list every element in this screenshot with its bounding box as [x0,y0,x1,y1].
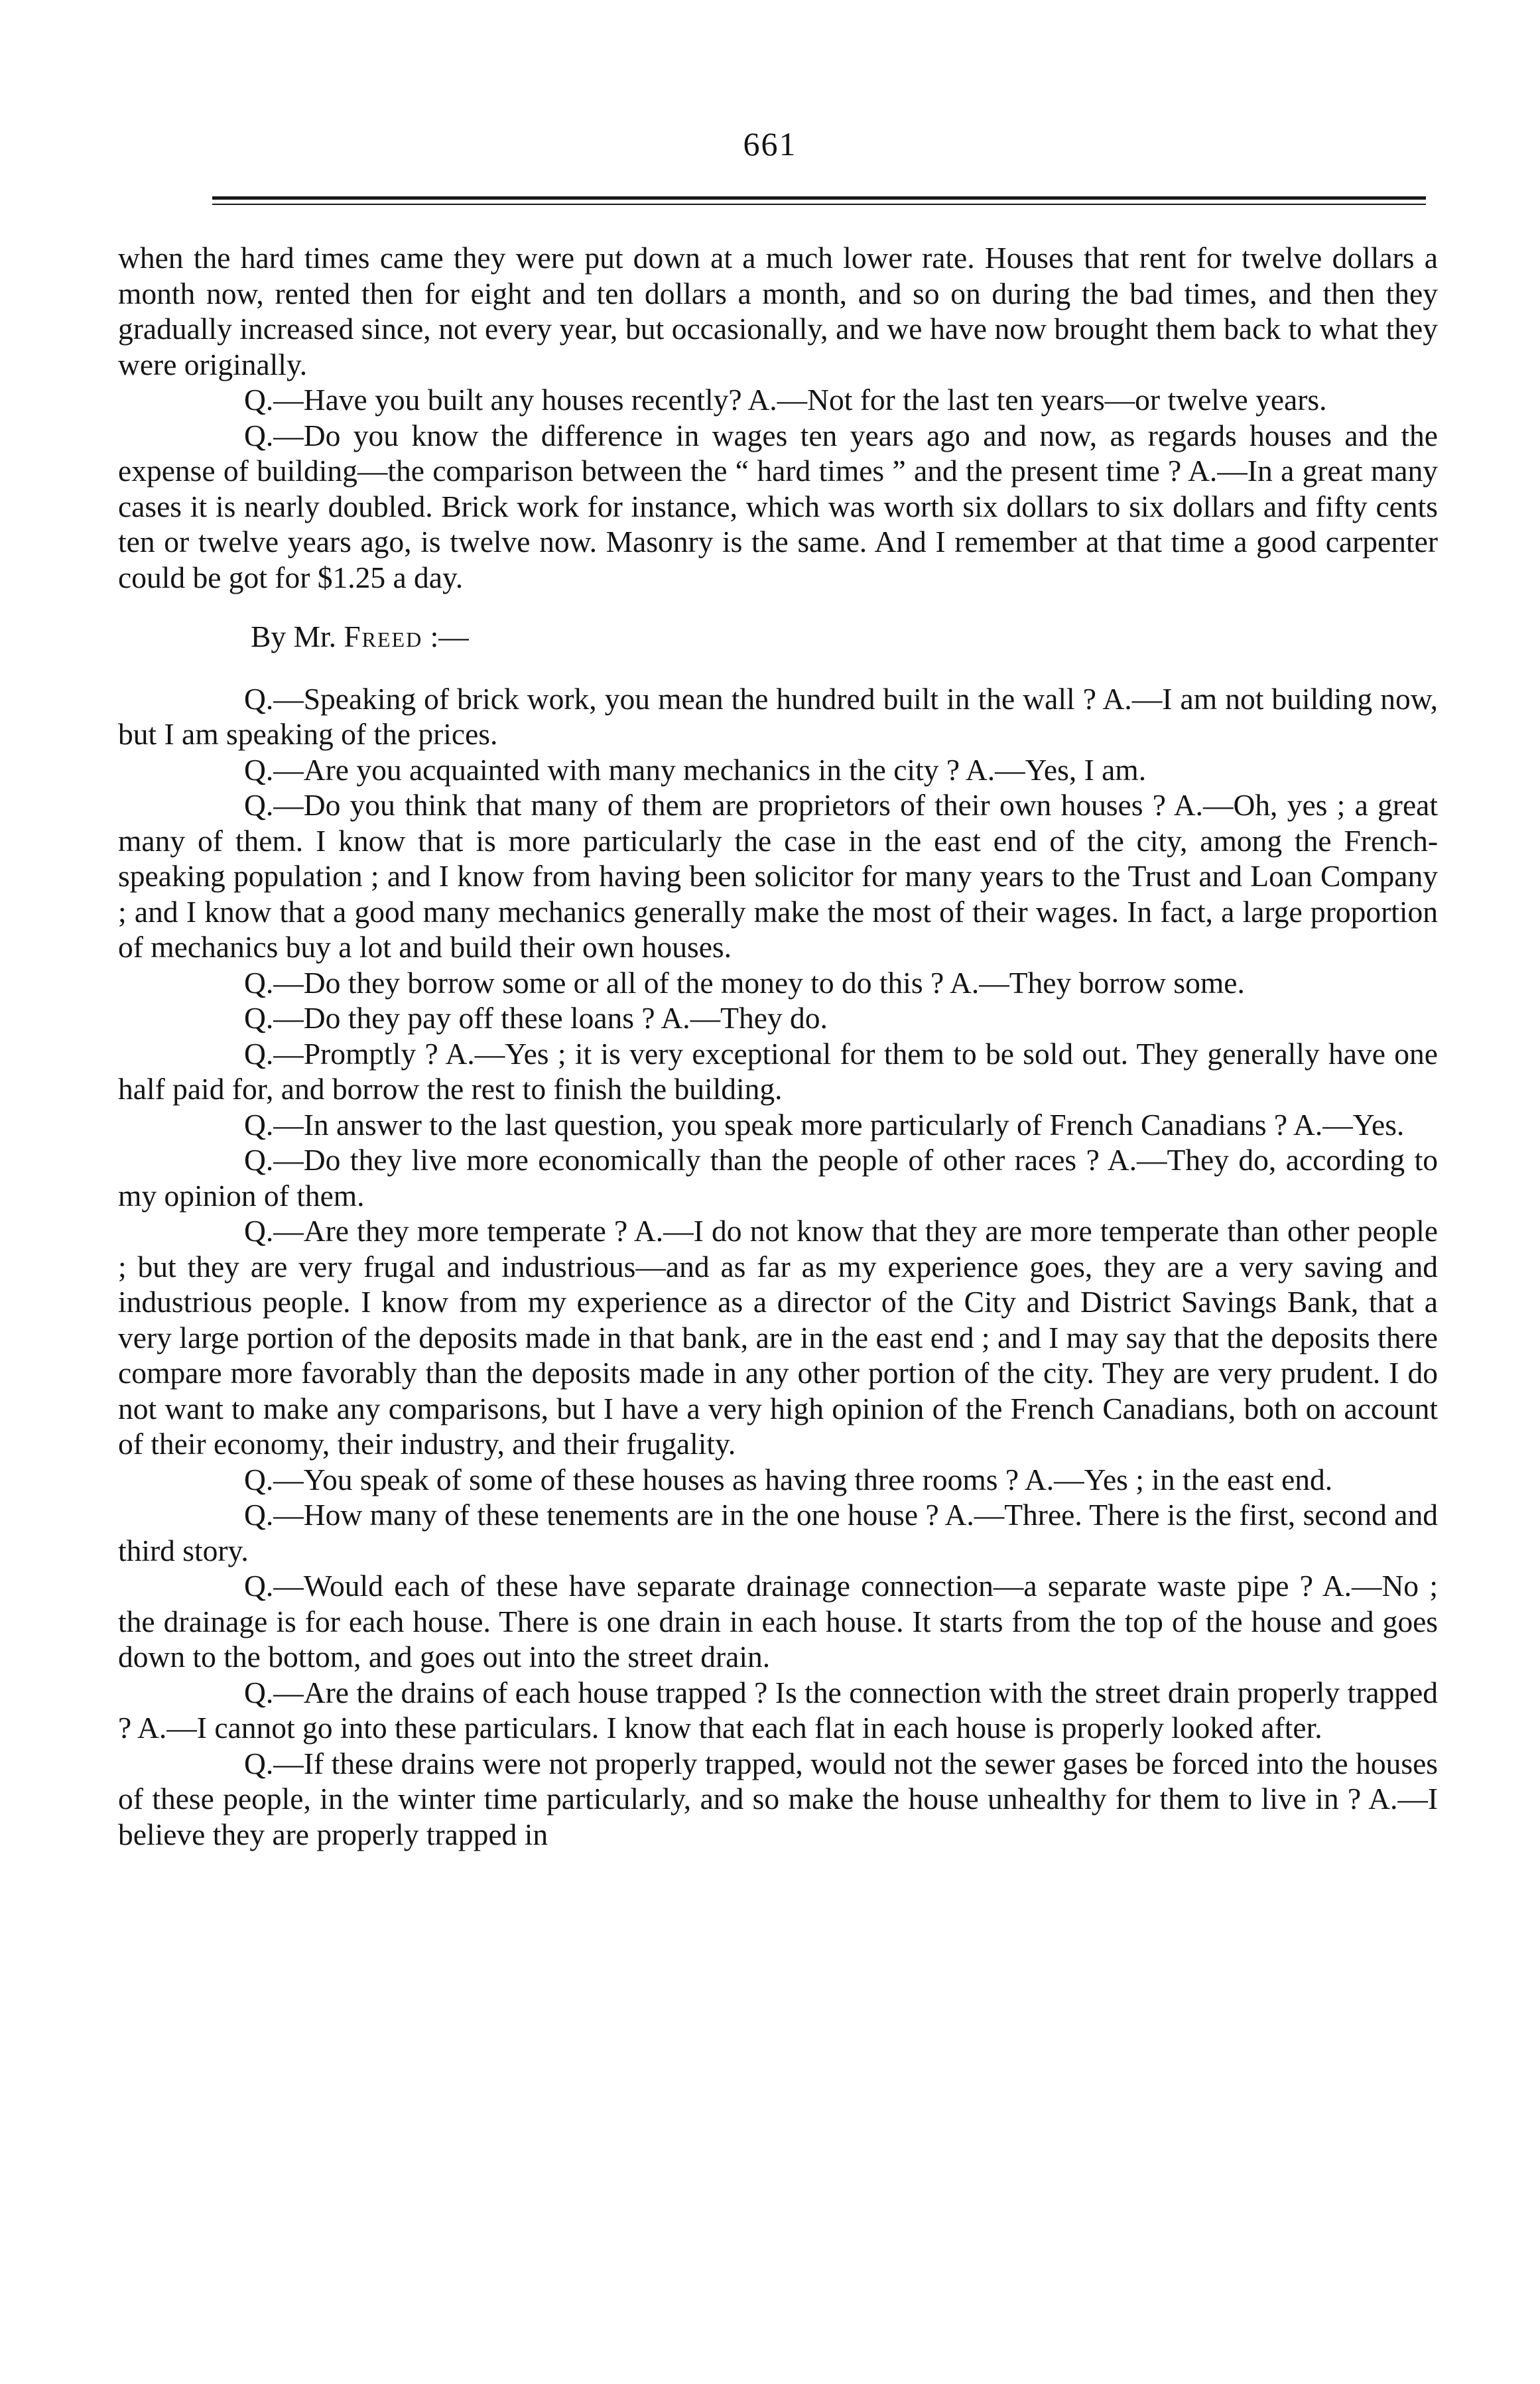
paragraph: Q.—Have you built any houses recently? A.—Not for the last ten years—or twelve years. [244,383,1327,417]
page-number: 661 [743,125,797,163]
paragraph: Q.—In answer to the last question, you speak more particularly of French Canadians ? A.—Yes. [244,1107,1405,1142]
paragraph: Q.—Do they live more economically than the people of other races ? A.—They do, according to my opinion of them. [118,1143,1438,1213]
paragraph: Q.—Are you acquainted with many mechanics in the city ? A.—Yes, I am. [244,752,1147,787]
body-text [118,240,1438,1852]
paragraph: Q.—You speak of some of these houses as having three rooms ? A.—Yes ; in the east end. [244,1462,1333,1496]
paragraph: Q.—Are the drains of each house trapped ? Is the connection with the street drain properly trapped ? A.—I cannot go into these particulars. I know that each flat in each house is properly looked after. [118,1675,1438,1745]
speaker-name: Freed [344,620,423,653]
paragraph: Q.—Are they more temperate ? A.—I do not know that they are more temperate than other people ; but they are very frugal and industrious—and as far as my experience goes, they are a very saving and industrious people. I know from my experience as a director of the City and District Savings Bank, that a very large portion of the deposits made in that bank, are in the east end ; and I may say that the deposits there compare more favorably than the deposits made in any other portion of the city. They are very prudent. I do not want to make any comparisons, but I have a very high opinion of the French Canadians, both on account of their economy, their industry, and their frugality. [118,1214,1438,1461]
speaker-suffix: :— [422,620,469,653]
paragraph: Q.—Promptly ? A.—Yes ; it is very exceptional for them to be sold out. They generally have one half paid for, and borrow the rest to finish the building. [118,1036,1438,1106]
paragraph-continued: when the hard times came they were put down at a much lower rate. Houses that rent for twelve dollars a month now, rented then for eight and ten dollars a month, and so on during the bad times, and then they gradually increased since, not every year, but occasionally, and we have now brought them back to what they were originally. [118,241,1438,381]
paragraph: Q.—If these drains were not properly trapped, would not the sewer gases be forced into the houses of these people, in the winter time particularly, and so make the house unhealthy for them to live in ? A.—I believe they are properly trapped in [118,1746,1438,1851]
paragraph: Q.—Do you think that many of them are proprietors of their own houses ? A.—Oh, yes ; a great many of them. I know that is more particularly the case in the east end of the city, among the French-speaking population ; and I know from having been solicitor for many years to the Trust and Loan Company ; and I know that a good many mechanics generally make the most of their wages. In fact, a large proportion of mechanics buy a lot and build their own houses. [118,788,1438,964]
header-rule-thin [212,204,1426,205]
paragraph: Q.—Do you know the difference in wages ten years ago and now, as regards houses and the expense of building—the comparison between the “ hard times ” and the present time ? A.—In a great many cases it is nearly doubled. Brick work for instance, which was worth six dollars to six dollars and fifty cents ten or twelve years ago, is twelve now. Masonry is the same. And I remember at that time a good carpenter could be got for $1.25 a day. [118,418,1438,594]
speaker-prefix: By Mr. [251,620,344,653]
speaker-heading [118,619,1438,655]
paragraph: Q.—Do they borrow some or all of the money to do this ? A.—They borrow some. [244,965,1245,1000]
paragraph: Q.—Would each of these have separate drainage connection—a separate waste pipe ? A.—No ; the drainage is for each house. There is one drain in each house. It starts from the top of the house and goes down to the bottom, and goes out into the street drain. [118,1569,1438,1674]
paragraph: Q.—How many of these tenements are in the one house ? A.—Three. There is the first, second and third story. [118,1498,1438,1567]
header-rule-thick [212,196,1426,200]
paragraph: Q.—Do they pay off these loans ? A.—They do. [244,1001,828,1035]
paragraph: Q.—Speaking of brick work, you mean the hundred built in the wall ? A.—I am not building now, but I am speaking of the prices. [118,681,1438,751]
